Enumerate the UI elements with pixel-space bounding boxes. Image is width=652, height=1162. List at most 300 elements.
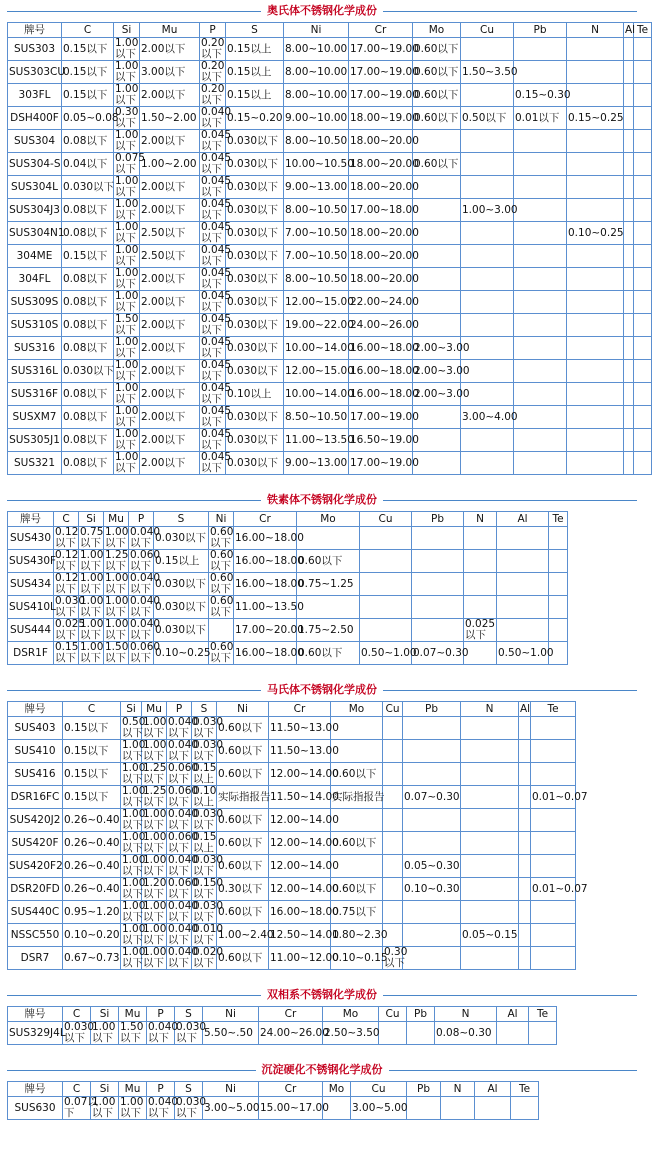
- value-cell: 0.045 以下: [201, 152, 232, 175]
- column-header: Te: [531, 702, 576, 717]
- value-cell: 1.50 以下: [119, 1022, 147, 1045]
- value-cell: [567, 406, 624, 429]
- column-header: C: [63, 1082, 91, 1097]
- value-cell: [634, 383, 652, 406]
- value-cell: 1.00 以下: [80, 618, 104, 641]
- value-cell: [403, 832, 461, 855]
- value-cell: [461, 832, 519, 855]
- value-cell: 12.00~15.00: [284, 291, 349, 314]
- grade-cell: SUS316F: [8, 383, 62, 406]
- column-header: Mo: [323, 1082, 351, 1097]
- value-cell: 1.00~2.40: [217, 924, 269, 947]
- column-header: Mo: [323, 1007, 379, 1022]
- column-header: Al: [497, 1007, 529, 1022]
- value-cell: [634, 107, 652, 130]
- value-cell: 1.00~2.00: [140, 153, 200, 176]
- value-cell: 1.00 以下: [122, 785, 146, 808]
- column-header: Ni: [209, 512, 234, 527]
- column-header: Si: [91, 1007, 119, 1022]
- header-row: [8, 23, 652, 38]
- value-cell: [624, 199, 634, 222]
- value-cell: 0.030 以下: [193, 716, 224, 739]
- table-row: [8, 878, 576, 901]
- value-cell: 12.00~15.00: [284, 360, 349, 383]
- value-cell: 0.020 以下: [193, 946, 224, 969]
- value-cell: 0.040 以下: [168, 716, 199, 739]
- value-cell: [567, 360, 624, 383]
- value-cell: 1.00 以下: [115, 336, 139, 359]
- value-cell: 0.15 以下: [55, 641, 79, 664]
- value-cell: 8.00~10.00: [284, 38, 349, 61]
- value-cell: 0.010 以下: [193, 923, 224, 946]
- value-cell: 0.040 以下: [148, 1021, 179, 1044]
- value-cell: 12.00~14.00: [269, 878, 331, 901]
- value-cell: [413, 452, 461, 475]
- value-cell: [567, 153, 624, 176]
- value-cell: 0.60以下: [217, 901, 269, 924]
- column-header: N: [441, 1082, 475, 1097]
- value-cell: [360, 550, 412, 573]
- value-cell: [461, 176, 514, 199]
- value-cell: [549, 596, 568, 619]
- value-cell: [567, 199, 624, 222]
- value-cell: 1.00 以下: [122, 877, 146, 900]
- table-row: [8, 947, 576, 970]
- value-cell: 18.00~20.00: [349, 268, 413, 291]
- value-cell: [514, 406, 567, 429]
- column-header: 牌号: [8, 512, 54, 527]
- value-cell: 0.030以下: [226, 406, 284, 429]
- grade-cell: SUS304L: [8, 176, 62, 199]
- grade-cell: DSR7: [8, 947, 63, 970]
- value-cell: 1.00 以下: [143, 854, 167, 877]
- value-cell: [567, 176, 624, 199]
- value-cell: 9.00~13.00: [284, 176, 349, 199]
- value-cell: 0.030以下: [226, 199, 284, 222]
- value-cell: 1.00 以下: [115, 244, 139, 267]
- value-cell: 0.060 以下: [168, 762, 199, 785]
- value-cell: [461, 809, 519, 832]
- column-header: Mu: [119, 1007, 147, 1022]
- column-header: Pb: [407, 1007, 435, 1022]
- value-cell: 0.08以下: [62, 222, 114, 245]
- grade-cell: SUS420F2: [8, 855, 63, 878]
- section-duplex: [7, 984, 637, 1045]
- grade-cell: SUS310S: [8, 314, 62, 337]
- value-cell: [383, 855, 403, 878]
- value-cell: 0.060 以下: [130, 641, 161, 664]
- column-header: Te: [529, 1007, 557, 1022]
- table-row: [8, 901, 576, 924]
- column-header: Pb: [514, 23, 567, 38]
- value-cell: 0.60以下: [413, 38, 461, 61]
- value-cell: 16.00~18.00: [349, 383, 413, 406]
- value-cell: 12.00~14.00: [269, 809, 331, 832]
- value-cell: [514, 176, 567, 199]
- value-cell: [549, 619, 568, 642]
- column-header: Al: [475, 1082, 511, 1097]
- value-cell: 0.60 以下: [210, 595, 234, 618]
- value-cell: 0.15 以上: [193, 762, 217, 785]
- column-header: Mo: [297, 512, 360, 527]
- value-cell: 0.045 以下: [201, 336, 232, 359]
- value-cell: [567, 452, 624, 475]
- value-cell: 0.20 以下: [201, 60, 225, 83]
- value-cell: 1.00~3.00: [461, 199, 514, 222]
- grade-cell: SUS304: [8, 130, 62, 153]
- value-cell: 0.12 以下: [55, 549, 79, 572]
- section-title: 铁素体不锈钢化学成份: [261, 489, 383, 511]
- section-heading: [7, 1059, 637, 1081]
- value-cell: 1.00 以下: [80, 572, 104, 595]
- value-cell: [461, 245, 514, 268]
- value-cell: [634, 176, 652, 199]
- value-cell: 0.15~0.25: [567, 107, 624, 130]
- value-cell: 8.00~10.00: [284, 84, 349, 107]
- value-cell: 18.00~20.00: [349, 222, 413, 245]
- value-cell: 0.030 以下: [193, 808, 224, 831]
- grade-cell: SUS316: [8, 337, 62, 360]
- value-cell: [531, 832, 576, 855]
- value-cell: 0.045 以下: [201, 451, 232, 474]
- value-cell: 0.045 以下: [201, 428, 232, 451]
- column-header: Ni: [217, 702, 269, 717]
- value-cell: 1.50~2.00: [140, 107, 200, 130]
- value-cell: 0.045 以下: [201, 129, 232, 152]
- value-cell: [624, 268, 634, 291]
- value-cell: 0.045 以下: [201, 267, 232, 290]
- value-cell: 8.00~10.50: [284, 268, 349, 291]
- value-cell: 0.040 以下: [168, 923, 199, 946]
- value-cell: 0.75以下: [331, 901, 383, 924]
- value-cell: [511, 1097, 539, 1120]
- column-header: C: [63, 1007, 91, 1022]
- value-cell: 1.00 以下: [80, 641, 104, 664]
- table-row: [8, 924, 576, 947]
- value-cell: 2.00以下: [140, 429, 200, 452]
- value-cell: [497, 596, 549, 619]
- value-cell: 2.00以下: [140, 360, 200, 383]
- value-cell: 1.00 以下: [143, 923, 167, 946]
- value-cell: 0.045 以下: [201, 313, 232, 336]
- value-cell: [403, 717, 461, 740]
- header-row: [8, 702, 576, 717]
- value-cell: 11.00~13.50: [284, 429, 349, 452]
- value-cell: 0.15以下: [62, 38, 114, 61]
- column-header: Ni: [203, 1082, 259, 1097]
- value-cell: 11.50~13.00: [269, 740, 331, 763]
- value-cell: 1.00 以下: [143, 808, 167, 831]
- column-header: Mu: [119, 1082, 147, 1097]
- section-gap: [0, 475, 640, 489]
- value-cell: 1.50 以下: [115, 313, 139, 336]
- value-cell: 1.50~3.50: [461, 61, 514, 84]
- value-cell: [461, 153, 514, 176]
- grade-cell: SUS305J1: [8, 429, 62, 452]
- value-cell: 0.60以下: [217, 740, 269, 763]
- value-cell: 实际指报告: [217, 786, 269, 809]
- value-cell: 0.60以下: [331, 878, 383, 901]
- value-cell: [634, 429, 652, 452]
- grade-cell: SUSXM7: [8, 406, 62, 429]
- value-cell: 0.030以下: [226, 291, 284, 314]
- table-row: [8, 809, 576, 832]
- value-cell: 0.04以下: [62, 153, 114, 176]
- value-cell: 0.15以下: [63, 740, 121, 763]
- value-cell: 16.50~19.00: [349, 429, 413, 452]
- value-cell: 0.045 以下: [201, 198, 232, 221]
- value-cell: [464, 550, 497, 573]
- column-header: P: [200, 23, 226, 38]
- grade-cell: SUS434: [8, 573, 54, 596]
- value-cell: [634, 130, 652, 153]
- column-header: Ni: [203, 1007, 259, 1022]
- value-cell: 0.60以下: [217, 809, 269, 832]
- grade-cell: SUS303CU: [8, 61, 62, 84]
- value-cell: 18.00~20.00: [349, 245, 413, 268]
- value-cell: 1.00 以下: [115, 267, 139, 290]
- value-cell: 8.00~10.50: [284, 130, 349, 153]
- value-cell: [412, 527, 464, 550]
- header-row: [8, 1082, 539, 1097]
- value-cell: 12.00~14.00: [269, 855, 331, 878]
- value-cell: 8.50~10.50: [284, 406, 349, 429]
- value-cell: [412, 573, 464, 596]
- value-cell: [497, 1022, 529, 1045]
- value-cell: [519, 878, 531, 901]
- composition-table: [7, 1006, 557, 1045]
- value-cell: [624, 337, 634, 360]
- value-cell: [461, 222, 514, 245]
- value-cell: [531, 763, 576, 786]
- table-row: [8, 452, 652, 475]
- section-heading: [7, 0, 637, 22]
- value-cell: [624, 84, 634, 107]
- value-cell: 1.00 以下: [115, 290, 139, 313]
- value-cell: 3.00~4.00: [461, 406, 514, 429]
- value-cell: 0.15以上: [226, 38, 284, 61]
- grade-cell: SUS316L: [8, 360, 62, 383]
- table-row: [8, 832, 576, 855]
- value-cell: 0.15以下: [62, 84, 114, 107]
- column-header: Pb: [403, 702, 461, 717]
- column-header: P: [147, 1082, 175, 1097]
- value-cell: 1.00 以下: [91, 1022, 119, 1045]
- value-cell: 0.030 以下: [64, 1021, 95, 1044]
- grade-cell: SUS444: [8, 619, 54, 642]
- value-cell: 17.00~19.00: [349, 61, 413, 84]
- value-cell: 0.030以下: [226, 130, 284, 153]
- table-row: [8, 245, 652, 268]
- value-cell: [461, 855, 519, 878]
- value-cell: [624, 153, 634, 176]
- grade-cell: SUS303: [8, 38, 62, 61]
- value-cell: 3.00~5.00: [351, 1097, 407, 1120]
- value-cell: 0.060 以下: [168, 877, 199, 900]
- value-cell: 2.00以下: [140, 452, 200, 475]
- value-cell: [519, 855, 531, 878]
- value-cell: 12.00~14.00: [269, 763, 331, 786]
- section-title: 奥氏体不锈钢化学成份: [261, 0, 383, 22]
- value-cell: 0.60 以下: [210, 641, 234, 664]
- grade-cell: SUS304-S: [8, 153, 62, 176]
- value-cell: 0.10 以上: [193, 785, 217, 808]
- value-cell: [519, 901, 531, 924]
- value-cell: 1.25 以下: [143, 762, 167, 785]
- grade-cell: DSR20FD: [8, 878, 63, 901]
- value-cell: 0.060 以下: [168, 831, 199, 854]
- value-cell: 1.00 以下: [115, 405, 139, 428]
- value-cell: 0.045 以下: [201, 175, 232, 198]
- value-cell: [519, 809, 531, 832]
- value-cell: 0.030 以下: [193, 854, 224, 877]
- column-header: Mu: [104, 512, 129, 527]
- header-row: [8, 1007, 557, 1022]
- value-cell: [461, 878, 519, 901]
- value-cell: 0.07以 下: [64, 1096, 98, 1119]
- value-cell: [634, 61, 652, 84]
- column-header: Cu: [360, 512, 412, 527]
- column-header: S: [154, 512, 209, 527]
- table-row: [8, 527, 568, 550]
- value-cell: 2.00以下: [140, 314, 200, 337]
- value-cell: 0.030以下: [154, 596, 209, 619]
- table-row: [8, 107, 652, 130]
- table-row: [8, 717, 576, 740]
- value-cell: 0.030 以下: [176, 1021, 207, 1044]
- value-cell: [461, 947, 519, 970]
- value-cell: [413, 314, 461, 337]
- value-cell: 0.08以下: [62, 291, 114, 314]
- value-cell: [412, 619, 464, 642]
- value-cell: 0.26~0.40: [63, 832, 121, 855]
- value-cell: 0.15以下: [62, 61, 114, 84]
- value-cell: [519, 832, 531, 855]
- column-header: C: [62, 23, 114, 38]
- value-cell: [634, 199, 652, 222]
- value-cell: 0.07~0.30: [403, 786, 461, 809]
- value-cell: 0.20 以下: [201, 83, 225, 106]
- value-cell: [567, 245, 624, 268]
- column-header: S: [175, 1082, 203, 1097]
- composition-table: [7, 1081, 539, 1120]
- column-header: Cu: [383, 702, 403, 717]
- value-cell: [624, 107, 634, 130]
- value-cell: 1.00 以下: [119, 1097, 147, 1120]
- value-cell: 0.15以下: [63, 717, 121, 740]
- value-cell: 0.60以下: [297, 642, 360, 665]
- value-cell: [514, 314, 567, 337]
- value-cell: [497, 573, 549, 596]
- value-cell: 16.00~18.00: [234, 573, 297, 596]
- value-cell: [624, 314, 634, 337]
- value-cell: [567, 291, 624, 314]
- grade-cell: DSR1F: [8, 642, 54, 665]
- value-cell: 18.00~20.00: [349, 153, 413, 176]
- value-cell: 0.08以下: [62, 383, 114, 406]
- column-header: Si: [79, 512, 104, 527]
- column-header: Mo: [413, 23, 461, 38]
- value-cell: 18.00~20.00: [349, 130, 413, 153]
- value-cell: 0.030以下: [226, 452, 284, 475]
- value-cell: 9.00~13.00: [284, 452, 349, 475]
- value-cell: 1.00 以下: [91, 1097, 119, 1120]
- value-cell: [383, 878, 403, 901]
- value-cell: 0.030以下: [226, 245, 284, 268]
- value-cell: [567, 130, 624, 153]
- value-cell: 0.08以下: [62, 268, 114, 291]
- value-cell: 0.15以下: [62, 245, 114, 268]
- value-cell: 16.00~18.00: [234, 550, 297, 573]
- value-cell: [497, 527, 549, 550]
- value-cell: 1.00 以下: [143, 739, 167, 762]
- value-cell: 0.150 以下: [193, 877, 224, 900]
- value-cell: [383, 901, 403, 924]
- value-cell: 22.00~24.00: [349, 291, 413, 314]
- column-header: S: [192, 702, 217, 717]
- table-row: [8, 383, 652, 406]
- value-cell: 0.045 以下: [201, 405, 232, 428]
- value-cell: 7.00~10.50: [284, 222, 349, 245]
- section-gap: [0, 970, 640, 984]
- value-cell: 0.030以下: [62, 360, 114, 383]
- value-cell: [531, 924, 576, 947]
- value-cell: 1.00 以下: [105, 618, 129, 641]
- grade-cell: SUS329J4L: [8, 1022, 63, 1045]
- value-cell: 0.60以下: [413, 84, 461, 107]
- value-cell: 0.030 以下: [193, 900, 224, 923]
- value-cell: 0.040 以下: [201, 106, 232, 129]
- value-cell: 2.00以下: [140, 38, 200, 61]
- value-cell: 0.08以下: [62, 452, 114, 475]
- value-cell: [413, 291, 461, 314]
- value-cell: [514, 61, 567, 84]
- grade-cell: NSSC550: [8, 924, 63, 947]
- value-cell: 0.040 以下: [168, 900, 199, 923]
- value-cell: 1.20 以下: [143, 877, 167, 900]
- value-cell: [464, 573, 497, 596]
- value-cell: 0.08以下: [62, 130, 114, 153]
- value-cell: 1.75~2.50: [297, 619, 360, 642]
- table-row: [8, 360, 652, 383]
- value-cell: [567, 337, 624, 360]
- value-cell: [475, 1097, 511, 1120]
- value-cell: [514, 245, 567, 268]
- grade-cell: SUS304J3: [8, 199, 62, 222]
- value-cell: 0.60 以下: [210, 572, 234, 595]
- value-cell: [567, 314, 624, 337]
- section-martensitic: [7, 679, 637, 970]
- value-cell: 0.60以下: [217, 947, 269, 970]
- value-cell: [360, 527, 412, 550]
- value-cell: 16.00~18.00: [349, 360, 413, 383]
- value-cell: [624, 176, 634, 199]
- value-cell: 0.075 以下: [115, 152, 146, 175]
- value-cell: [464, 596, 497, 619]
- column-header: 牌号: [8, 23, 62, 38]
- value-cell: 17.00~19.00: [349, 84, 413, 107]
- grade-cell: SUS416: [8, 763, 63, 786]
- table-row: [8, 268, 652, 291]
- value-cell: 2.00以下: [140, 130, 200, 153]
- value-cell: 7.00~10.50: [284, 245, 349, 268]
- value-cell: [634, 360, 652, 383]
- value-cell: [514, 337, 567, 360]
- value-cell: [514, 383, 567, 406]
- value-cell: [379, 1022, 407, 1045]
- column-header: Si: [114, 23, 140, 38]
- column-header: Ni: [284, 23, 349, 38]
